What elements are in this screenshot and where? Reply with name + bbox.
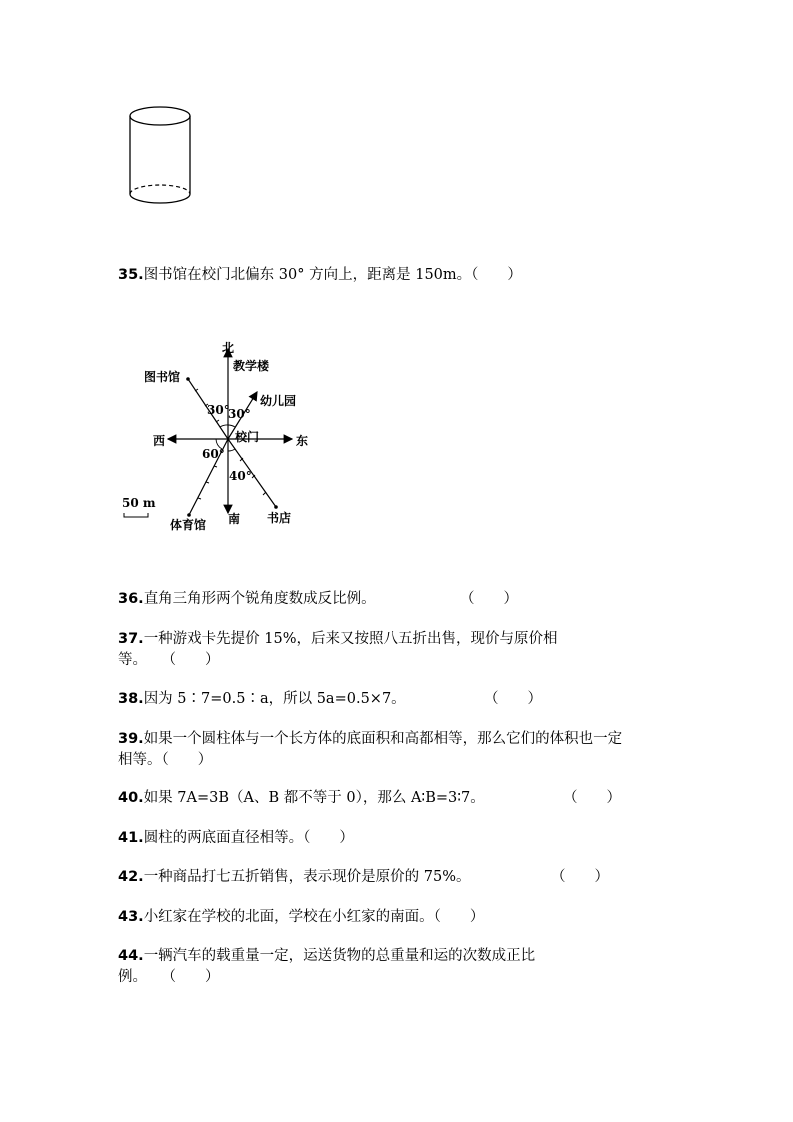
question-42: 42.一种商品打七五折销售，表示现价是原价的 75%。 xyxy=(118,869,471,885)
south-label: 南 xyxy=(228,512,241,526)
angle-30-left: 30° xyxy=(207,403,230,417)
angle-40: 40° xyxy=(229,469,252,483)
library-label: 图书馆 xyxy=(144,370,181,384)
answer-paren-38[interactable]: （ ） xyxy=(484,691,542,707)
teaching-building-label: 教学楼 xyxy=(233,359,270,373)
angle-60: 60° xyxy=(202,447,225,461)
kindergarten-label: 幼儿园 xyxy=(260,394,297,408)
school-gate-label: 校门 xyxy=(235,430,260,444)
question-41: 41.圆柱的两底面直径相等。（ ） xyxy=(118,830,354,846)
bookstore-label: 书店 xyxy=(267,511,292,525)
scale-label: 50 m xyxy=(122,496,156,510)
question-43: 43.小红家在学校的北面，学校在小红家的南面。（ ） xyxy=(118,909,485,925)
question-35: 35.图书馆在校门北偏东 30° 方向上，距离是 150m。（ ） xyxy=(118,267,522,283)
answer-paren-36[interactable]: （ ） xyxy=(460,591,518,607)
scale-bar xyxy=(124,513,148,517)
answer-paren-40[interactable]: （ ） xyxy=(563,790,621,806)
question-40: 40.如果 7A=3B（A、B 都不等于 0），那么 A∶B=3∶7。 xyxy=(118,790,485,806)
north-label: 北 xyxy=(222,341,235,355)
angle-30-right: 30° xyxy=(228,407,251,421)
question-39: 39.如果一个圆柱体与一个长方体的底面积和高都相等，那么它们的体积也一定 相等。（ ） xyxy=(118,731,623,768)
east-label: 东 xyxy=(296,434,309,448)
answer-paren-42[interactable]: （ ） xyxy=(551,869,609,885)
question-44: 44.一辆汽车的载重量一定，运送货物的总重量和运的次数成正比 例。 （ ） xyxy=(118,948,536,985)
question-38: 38.因为 5∶7=0.5∶a，所以 5a=0.5×7。 xyxy=(118,691,406,707)
west-label: 西 xyxy=(153,434,166,448)
question-36: 36.直角三角形两个锐角度数成反比例。 xyxy=(118,591,376,607)
question-37: 37.一种游戏卡先提价 15%，后来又按照八五折出售，现价与原价相 等。 （ ） xyxy=(118,631,558,668)
cylinder-figure xyxy=(124,100,196,212)
compass-diagram xyxy=(112,335,332,535)
gym-label: 体育馆 xyxy=(170,518,207,532)
